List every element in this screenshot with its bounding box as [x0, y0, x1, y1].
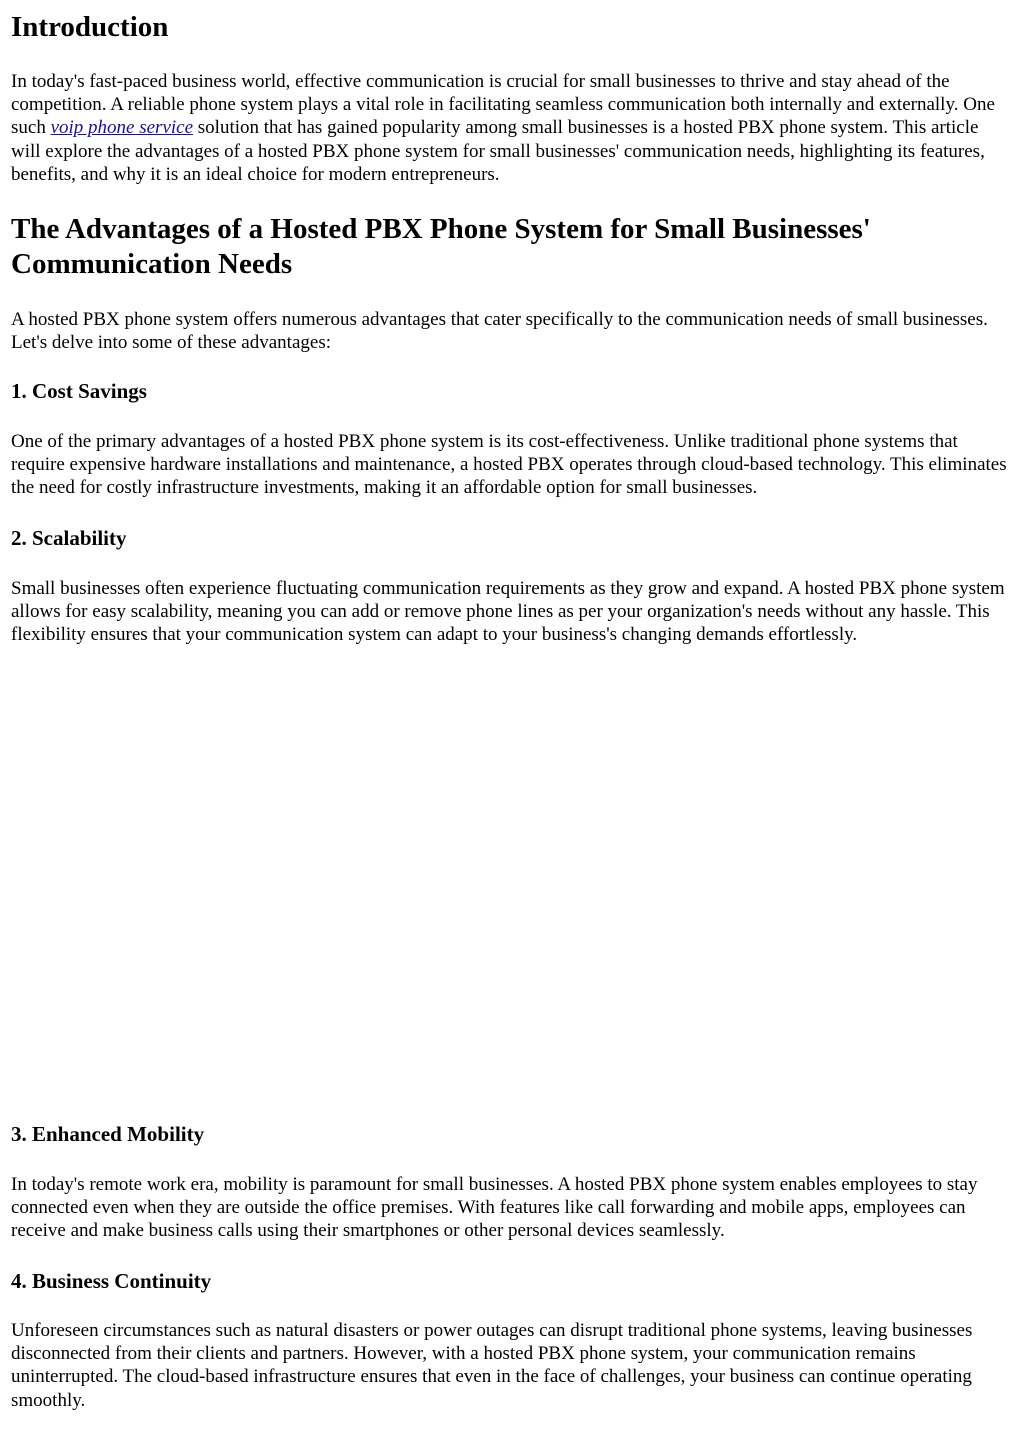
paragraph-introduction [11, 70, 1011, 186]
paragraph-cost-savings: One of the primary advantages of a hosted PBX phone system is its cost-effectiveness. Unlike traditional phone systems that require expensive hardware installations and maintenance, a hosted PBX operates through cloud-based technology. This eliminates the need for costly infrastructure investments, making it an affordable option for small businesses. [11, 431, 1007, 499]
paragraph-advantages: A hosted PBX phone system offers numerous advantages that cater specifically to the communication needs of small businesses. Let's delve into some of these advantages: [11, 309, 988, 354]
heading-advantages: The Advantages of a Hosted PBX Phone System for Small Businesses' Communication Needs [11, 213, 871, 280]
paragraph-business-continuity: Unforeseen circumstances such as natural disasters or power outages can disrupt traditional phone systems, leaving businesses disconnected from their clients and partners. However, with a hosted PBX phone system, your communication remains uninterrupted. The cloud-based infrastructure ensures that even in the face of challenges, your business can continue operating smoothly. [11, 1320, 973, 1411]
heading-scalability: 2. Scalability [11, 526, 127, 550]
paragraph-enhanced-mobility: In today's remote work era, mobility is paramount for small businesses. A hosted PBX phone system enables employees to stay connected even when they are outside the office premises. With features like call forwarding and mobile apps, employees can receive and make business calls using their smartphones or other personal devices seamlessly. [11, 1174, 978, 1242]
paragraph-scalability: Small businesses often experience fluctuating communication requirements as they grow and expand. A hosted PBX phone system allows for easy scalability, meaning you can add or remove phone lines as per your organization's needs without any hassle. This flexibility ensures that your communication system can adapt to your business's changing demands effortlessly. [11, 578, 1005, 646]
voip-phone-service-link[interactable]: voip phone service [50, 117, 194, 139]
heading-enhanced-mobility: 3. Enhanced Mobility [11, 1122, 205, 1146]
heading-cost-savings: 1. Cost Savings [11, 379, 147, 403]
heading-introduction: Introduction [11, 11, 169, 43]
intro-text-before-link: In today's fast-paced business world, effective communication is crucial for small businesses to thrive and stay ahead of the competition. A reliable phone system plays a vital role in facilitating seamless communication both internally and externally. One such [11, 71, 995, 139]
intro-text-after-link: solution that has gained popularity among small businesses is a hosted PBX phone system. This article will explore the advantages of a hosted PBX phone system for small businesses' communication needs, highlighting its features, benefits, and why it is an ideal choice for modern entrepreneurs. [11, 117, 985, 185]
heading-business-continuity: 4. Business Continuity [11, 1269, 212, 1293]
